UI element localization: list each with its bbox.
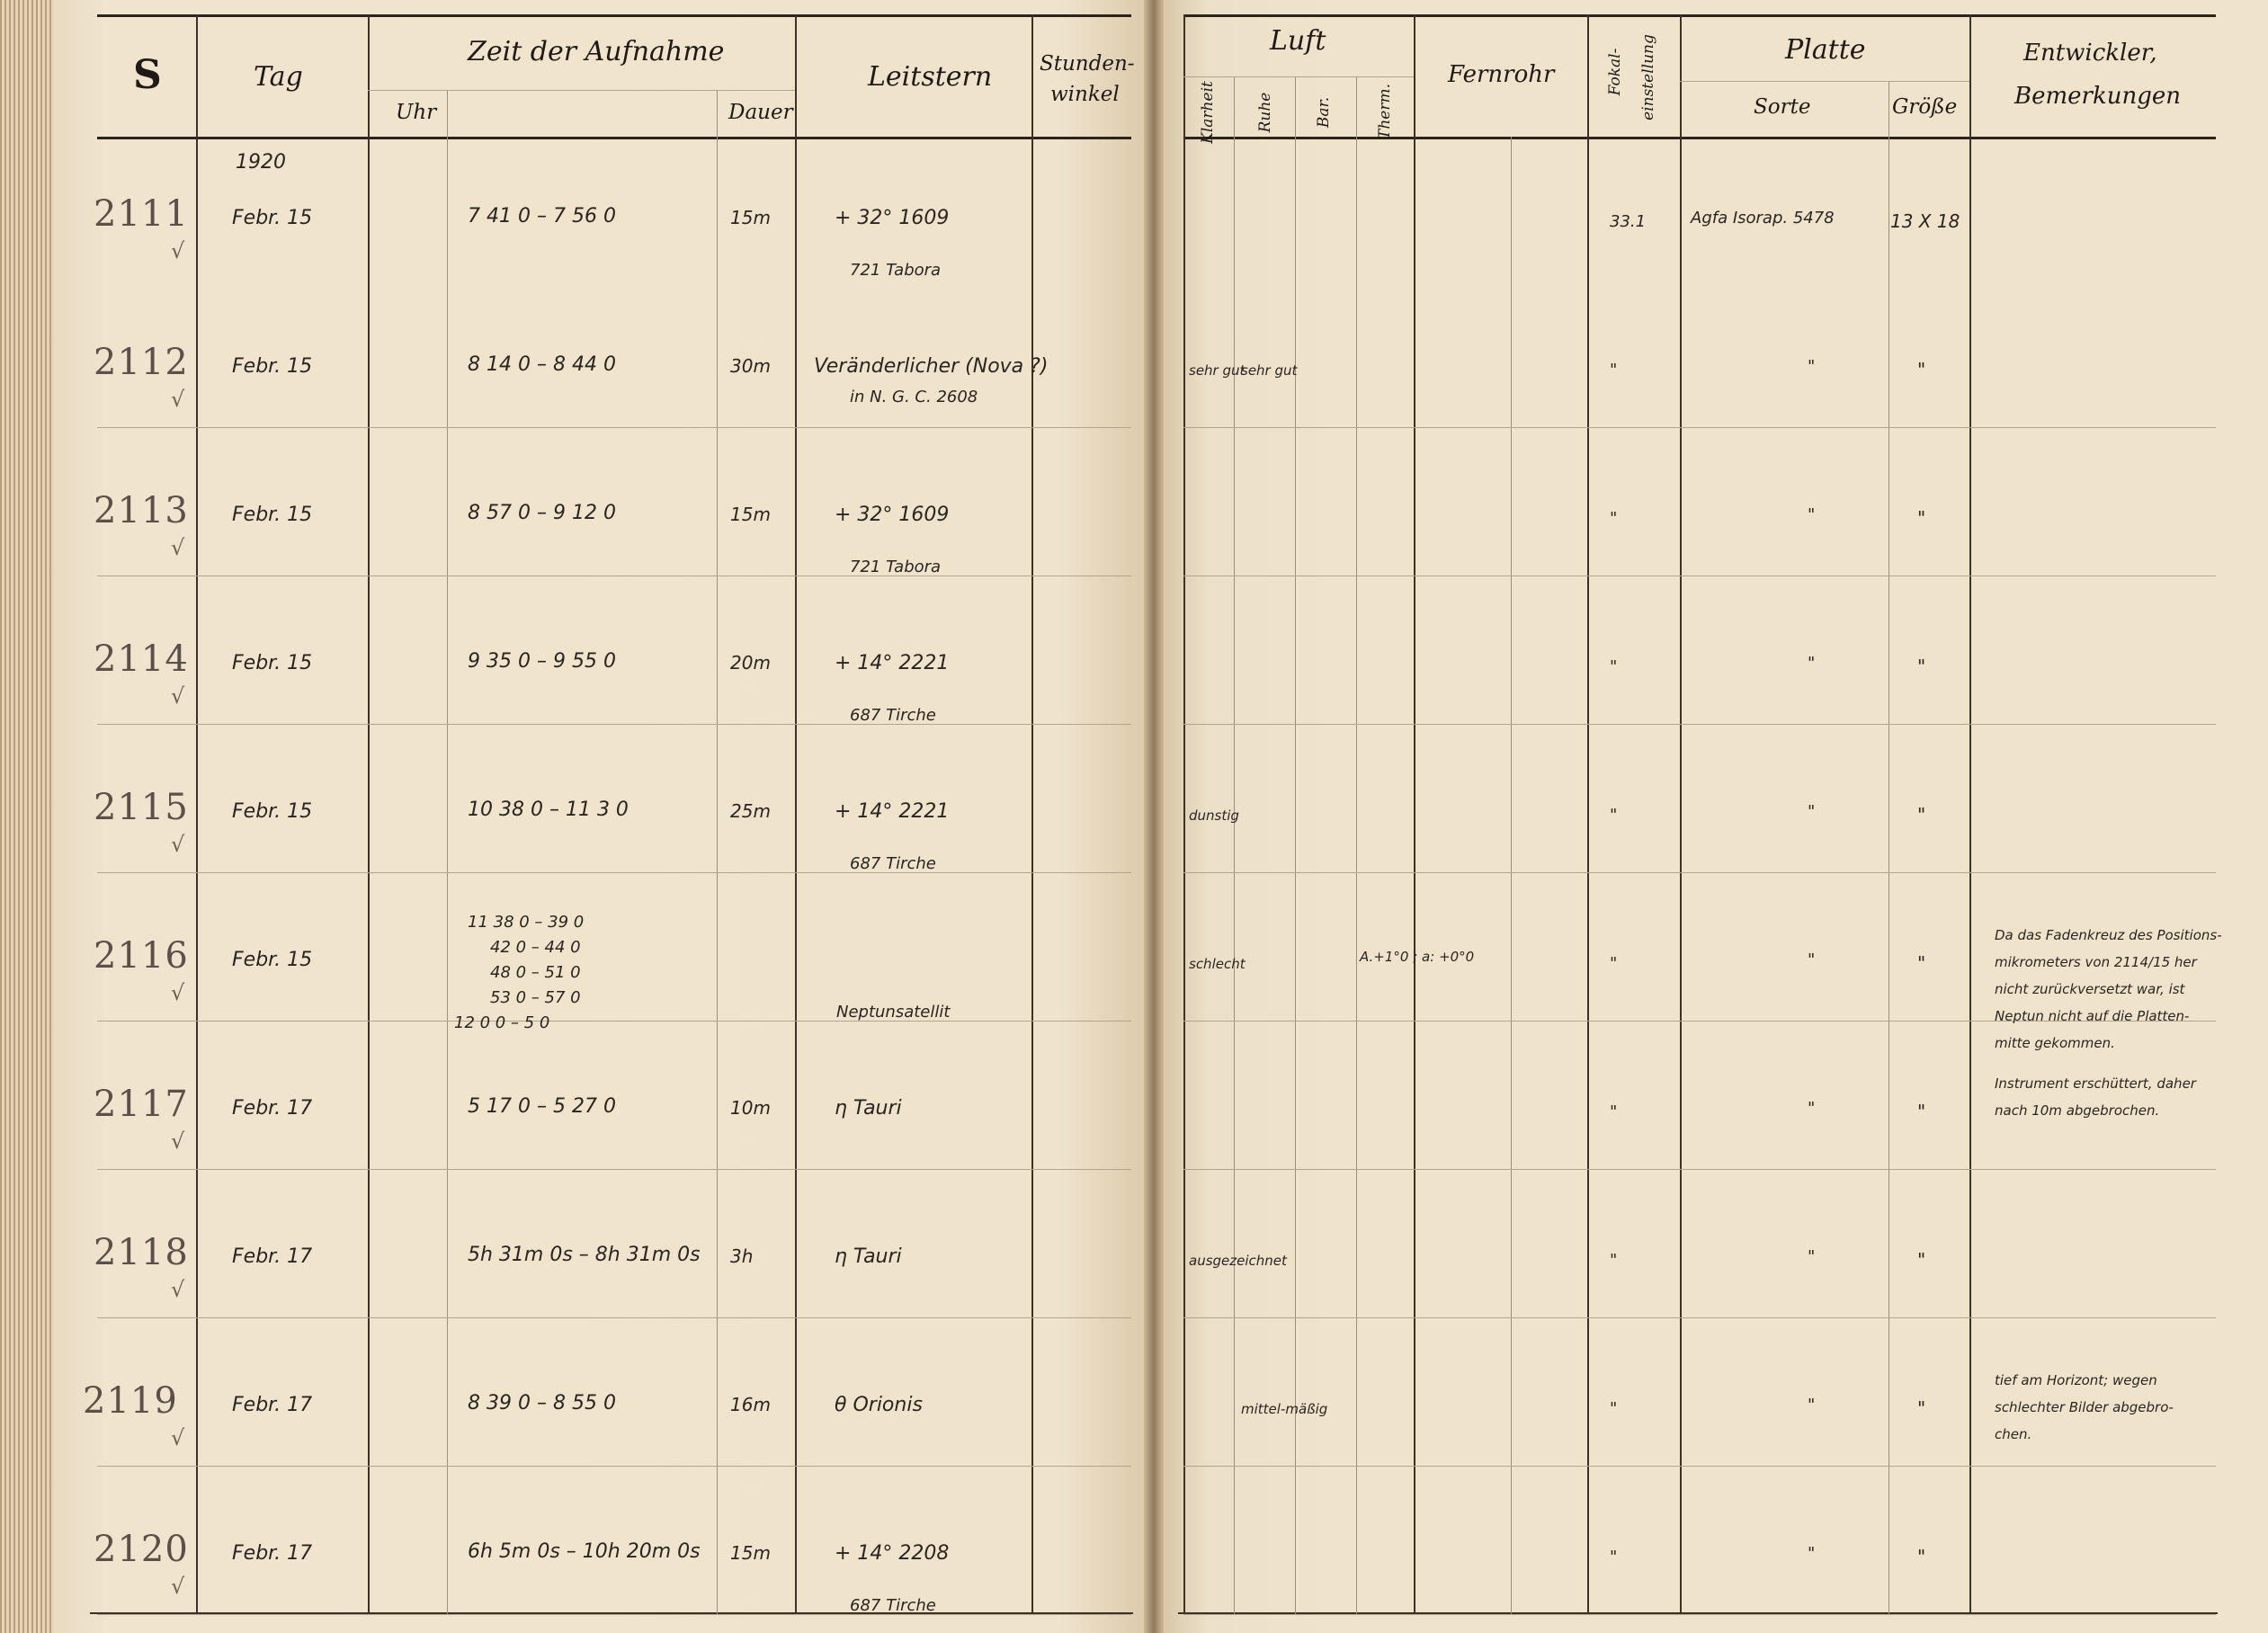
entry-number: 2115 (94, 787, 189, 828)
entry-plate-size: " (1917, 507, 1926, 529)
header-therm: Therm. (1376, 84, 1394, 139)
row-separator-left (97, 1169, 1131, 1170)
entry-number: 2113 (94, 490, 189, 531)
zeit-subheader-rule (368, 90, 795, 91)
entry-date: Febr. 17 (232, 1245, 313, 1268)
entry-remark-line: mikrometers von 2114/15 her (1995, 954, 2197, 970)
header-platte: Platte (1785, 34, 1866, 66)
check-mark: √ (171, 1277, 185, 1302)
entry-duration: 25m (730, 800, 771, 822)
entry-guide-star-name: in N. G. C. 2608 (850, 388, 978, 406)
entry-duration: 3h (730, 1245, 754, 1267)
entry-plate-size: " (1917, 359, 1926, 380)
entry-number: 2119 (83, 1380, 178, 1422)
row-separator-right (1183, 1169, 2216, 1170)
entry-date: Febr. 17 (232, 1542, 313, 1565)
entry-plate-size: " (1917, 1249, 1926, 1271)
entry-duration: 30m (730, 355, 771, 377)
right-col-subdivider (1295, 76, 1296, 1615)
entry-focus: " (1610, 1399, 1618, 1418)
entry-plate-size: 13 X 18 (1890, 210, 1960, 232)
entry-guide-star-name: Neptunsatellit (836, 1003, 951, 1022)
row-separator-right (1183, 427, 2216, 428)
right-col-subdivider (1356, 76, 1357, 1615)
entry-time: 7 41 0 – 7 56 0 (468, 205, 616, 228)
entry-guide-star: η Tauri (835, 1097, 902, 1120)
entry-date: Febr. 15 (232, 355, 313, 378)
entry-plate-type: " (1808, 950, 1816, 969)
entry-plate-type: " (1808, 1544, 1816, 1563)
entry-number: 2111 (94, 193, 189, 235)
left-top-rule (97, 14, 1131, 17)
row-separator-left (97, 427, 1131, 428)
entry-number: 2114 (94, 638, 189, 680)
entry-guide-star-name: 721 Tabora (850, 558, 942, 576)
entry-duration: 16m (730, 1394, 771, 1415)
row-separator-right (1183, 1614, 2216, 1615)
entry-remark-line: Da das Fadenkreuz des Positions- (1995, 927, 2222, 943)
check-mark: √ (171, 980, 185, 1005)
row-separator-left (97, 1317, 1131, 1318)
entry-number: 2117 (94, 1084, 189, 1125)
right-col-subdivider (1511, 137, 1512, 1615)
check-mark: √ (171, 683, 185, 709)
row-separator-left (97, 1021, 1131, 1022)
entry-time: 6h 5m 0s – 10h 20m 0s (468, 1540, 701, 1563)
entry-focus: " (1610, 954, 1618, 973)
left-col-subdivider (447, 90, 448, 1615)
right-col-divider (1969, 14, 1971, 1615)
entry-duration: 15m (730, 207, 771, 228)
right-col-divider (1414, 14, 1415, 1615)
entry-plate-size: " (1917, 656, 1926, 677)
header-ruhe: Ruhe (1256, 92, 1274, 133)
entry-guide-star: + 14° 2221 (835, 652, 950, 674)
entry-remark-line: Neptun nicht auf die Platten- (1995, 1008, 2190, 1024)
entry-focus: " (1610, 1548, 1618, 1566)
row-separator-right (1183, 872, 2216, 873)
entry-time: 8 39 0 – 8 55 0 (468, 1392, 616, 1414)
check-mark: √ (171, 387, 185, 412)
entry-date: Febr. 17 (232, 1394, 313, 1416)
entry-focus: " (1610, 806, 1618, 825)
entry-date: Febr. 15 (232, 652, 313, 674)
entry-therm: A.+1°0 ; a: +0°0 (1360, 949, 1475, 965)
year: 1920 (236, 151, 286, 174)
entry-remark-line: nicht zurückversetzt war, ist (1995, 981, 2185, 997)
entry-focus: " (1610, 1251, 1618, 1270)
entry-plate-type: " (1808, 1099, 1816, 1118)
entry-time: 8 14 0 – 8 44 0 (468, 353, 616, 376)
header-fokal-2: einstellung (1639, 34, 1657, 120)
header-fokal-1: Fokal- (1606, 48, 1624, 96)
row-separator-left (97, 724, 1131, 725)
entry-time: 10 38 0 – 11 3 0 (468, 799, 629, 821)
entry-plate-type: " (1808, 802, 1816, 821)
entry-focus: 33.1 (1610, 212, 1647, 231)
entry-guide-star: + 32° 1609 (835, 207, 950, 229)
entry-guide-star: + 14° 2208 (835, 1542, 950, 1565)
entry-remark-line: chen. (1995, 1426, 2032, 1442)
header-fernrohr: Fernrohr (1448, 61, 1555, 88)
entry-number: 2112 (94, 342, 189, 383)
check-mark: √ (171, 1574, 185, 1599)
check-mark: √ (171, 1129, 185, 1154)
left-col-divider (1031, 14, 1033, 1615)
entry-guide-star-name: 687 Tirche (850, 1596, 936, 1615)
header-bemerkungen: Bemerkungen (2014, 83, 2181, 110)
entry-guide-star: + 14° 2221 (835, 800, 950, 823)
header-stunden: Stunden- (1040, 52, 1135, 76)
entry-time-line: 53 0 – 57 0 (490, 988, 581, 1007)
left-header-rule (97, 137, 1131, 139)
entry-guide-star: η Tauri (835, 1245, 902, 1268)
entry-number: 2118 (94, 1232, 189, 1273)
entry-date: Febr. 15 (232, 207, 313, 229)
entry-klarheit: dunstig (1189, 808, 1239, 824)
entry-guide-star-name: 721 Tabora (850, 261, 942, 280)
right-header-rule (1183, 137, 2216, 139)
header-dauer: Dauer (728, 101, 793, 124)
entry-time-line: 48 0 – 51 0 (490, 963, 581, 982)
right-col-subdivider (1234, 76, 1235, 1615)
entry-plate-type: Agfa Isorap. 5478 (1691, 209, 1835, 228)
entry-plate-type: " (1808, 357, 1816, 376)
platte-subheader-rule (1680, 81, 1969, 82)
entry-plate-size: " (1917, 1546, 1926, 1567)
header-leitstern: Leitstern (868, 61, 993, 93)
entry-plate-size: " (1917, 1397, 1926, 1419)
entry-guide-star: + 32° 1609 (835, 504, 950, 526)
entry-focus: " (1610, 509, 1618, 528)
row-separator-left (97, 872, 1131, 873)
check-mark: √ (171, 238, 185, 263)
header-uhr: Uhr (396, 101, 437, 124)
entry-time: 9 35 0 – 9 55 0 (468, 650, 616, 673)
left-col-divider (196, 14, 198, 1615)
entry-guide-star: Veränderlicher (Nova ?) (814, 355, 1049, 378)
entry-time: 5 17 0 – 5 27 0 (468, 1095, 616, 1118)
check-mark: √ (171, 832, 185, 857)
right-top-rule (1183, 14, 2216, 17)
row-separator-right (1183, 1466, 2216, 1467)
header-zeit: Zeit der Aufnahme (468, 36, 725, 67)
entry-klarheit: sehr gut (1189, 362, 1246, 379)
entry-date: Febr. 15 (232, 504, 313, 526)
row-separator-right (1183, 1317, 2216, 1318)
entry-guide-star: θ Orionis (835, 1394, 923, 1416)
book-gutter (1144, 0, 1164, 1633)
entry-date: Febr. 17 (232, 1097, 313, 1120)
header-winkel: winkel (1050, 83, 1120, 106)
entry-duration: 20m (730, 652, 771, 674)
header-klarheit: Klarheit (1199, 81, 1217, 144)
header-tag: Tag (254, 61, 303, 93)
entry-klarheit: ausgezeichnet (1189, 1253, 1287, 1269)
check-mark: √ (171, 1425, 185, 1450)
entry-time: 8 57 0 – 9 12 0 (468, 502, 616, 524)
header-sorte: Sorte (1754, 95, 1811, 119)
entry-remark-line: mitte gekommen. (1995, 1035, 2115, 1051)
entry-remark-line: schlechter Bilder abgebro- (1995, 1399, 2174, 1415)
header-entwickler: Entwickler, (2023, 40, 2157, 67)
left-col-divider (368, 14, 370, 1615)
entry-time-line: 12 0 0 – 5 0 (454, 1013, 550, 1032)
entry-focus: " (1610, 657, 1618, 676)
luft-subheader-rule (1183, 76, 1414, 77)
entry-focus: " (1610, 1102, 1618, 1121)
left-col-divider (795, 14, 797, 1615)
entry-time: 5h 31m 0s – 8h 31m 0s (468, 1244, 701, 1266)
entry-guide-star-name: 687 Tirche (850, 706, 936, 725)
page-edges (0, 0, 54, 1633)
entry-duration: 15m (730, 504, 771, 525)
row-separator-left (97, 1466, 1131, 1467)
entry-time-line: 11 38 0 – 39 0 (468, 913, 585, 932)
entry-plate-type: " (1808, 1396, 1816, 1414)
entry-remark-line: tief am Horizont; wegen (1995, 1372, 2157, 1388)
entry-time-line: 42 0 – 44 0 (490, 938, 581, 957)
row-separator-right (1183, 724, 2216, 725)
entry-number: 2120 (94, 1529, 189, 1570)
entry-plate-type: " (1808, 505, 1816, 524)
entry-plate-type: " (1808, 1247, 1816, 1266)
right-col-divider (1183, 14, 1185, 1615)
entry-remark-line: nach 10m abgebrochen. (1995, 1102, 2160, 1119)
entry-date: Febr. 15 (232, 800, 313, 823)
entry-number: 2116 (94, 935, 189, 977)
right-col-divider (1680, 14, 1682, 1615)
entry-duration: 15m (730, 1542, 771, 1564)
right-col-divider (1587, 14, 1589, 1615)
check-mark: √ (171, 535, 185, 560)
entry-ruhe: sehr gut (1241, 362, 1298, 379)
entry-guide-star-name: 687 Tirche (850, 854, 936, 873)
entry-remark-line: Instrument erschüttert, daher (1995, 1075, 2196, 1092)
entry-ruhe: mittel-mäßig (1241, 1401, 1328, 1417)
entry-plate-type: " (1808, 654, 1816, 673)
header-luft: Luft (1270, 25, 1326, 57)
entry-date: Febr. 15 (232, 949, 313, 971)
header-groesse: Größe (1892, 95, 1958, 119)
header-s: S (133, 52, 162, 98)
row-separator-left (97, 1614, 1131, 1615)
entry-plate-size: " (1917, 804, 1926, 825)
entry-focus: " (1610, 361, 1618, 379)
entry-plate-size: " (1917, 1101, 1926, 1122)
entry-plate-size: " (1917, 952, 1926, 974)
entry-duration: 10m (730, 1097, 771, 1119)
left-col-subdivider (717, 90, 718, 1615)
header-bar: Bar. (1315, 96, 1333, 129)
entry-klarheit: schlecht (1189, 956, 1246, 972)
